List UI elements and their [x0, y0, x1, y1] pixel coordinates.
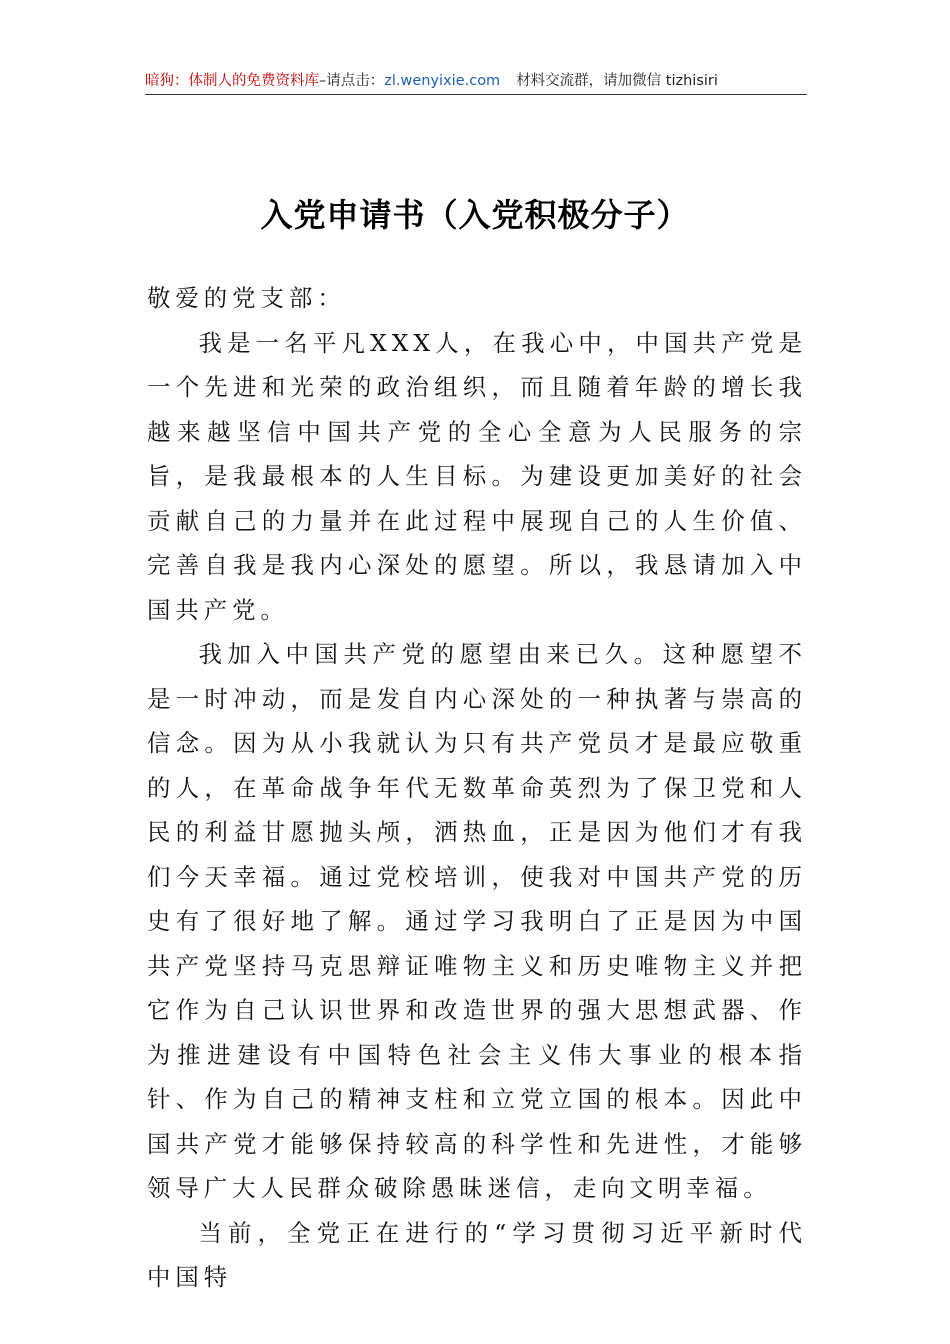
document-title: 入党申请书（入党积极分子） — [260, 196, 690, 235]
paragraph-3: 当前，全党正在进行的“学习贯彻习近平新时代中国特 — [147, 1218, 807, 1291]
header-divider — [145, 94, 807, 95]
salutation: 敬爱的党支部： — [147, 284, 346, 312]
paragraph-1: 我是一名平凡XXX人，在我心中，中国共产党是一个先进和光荣的政治组织，而且随着年龄的增长我越来越坚信中国共产党的全心全意为人民服务的宗旨，是我最根本的人生目标。为建设更加美好的社会贡献自己的力量并在此过程中展现自己的人生价值、完善自我是我内心深处的愿望。所以，我恳请加入中国共产党。 — [147, 328, 807, 624]
page-header — [145, 70, 807, 94]
header-link[interactable]: zl.wenyixie.com — [384, 73, 501, 89]
document-body — [147, 276, 807, 1300]
header-brand: 暗狗：体制人的免费资料库 — [145, 73, 319, 89]
header-click-prompt: –请点击： — [319, 73, 385, 89]
paragraph-2: 我加入中国共产党的愿望由来已久。这种愿望不是一时冲动，而是发自内心深处的一种执著与崇高的信念。因为从小我就认为只有共产党员才是最应敬重的人，在革命战争年代无数革命英烈为了保卫党和人民的利益甘愿抛头颅，洒热血，正是因为他们才有我们今天幸福。通过党校培训，使我对中国共产党的历史有了很好地了解。通过学习我明白了正是因为中国共产党坚持马克思辩证唯物主义和历史唯物主义并把它作为自己认识世界和改造世界的强大思想武器、作为推进建设有中国特色社会主义伟大事业的根本指针、作为自己的精神支柱和立党立国的根本。因此中国共产党才能够保持较高的科学性和先进性，才能够领导广大人民群众破除愚昧迷信，走向文明幸福。 — [147, 640, 807, 1202]
header-group-note: 材料交流群，请加微信 tizhisiri — [516, 73, 718, 89]
